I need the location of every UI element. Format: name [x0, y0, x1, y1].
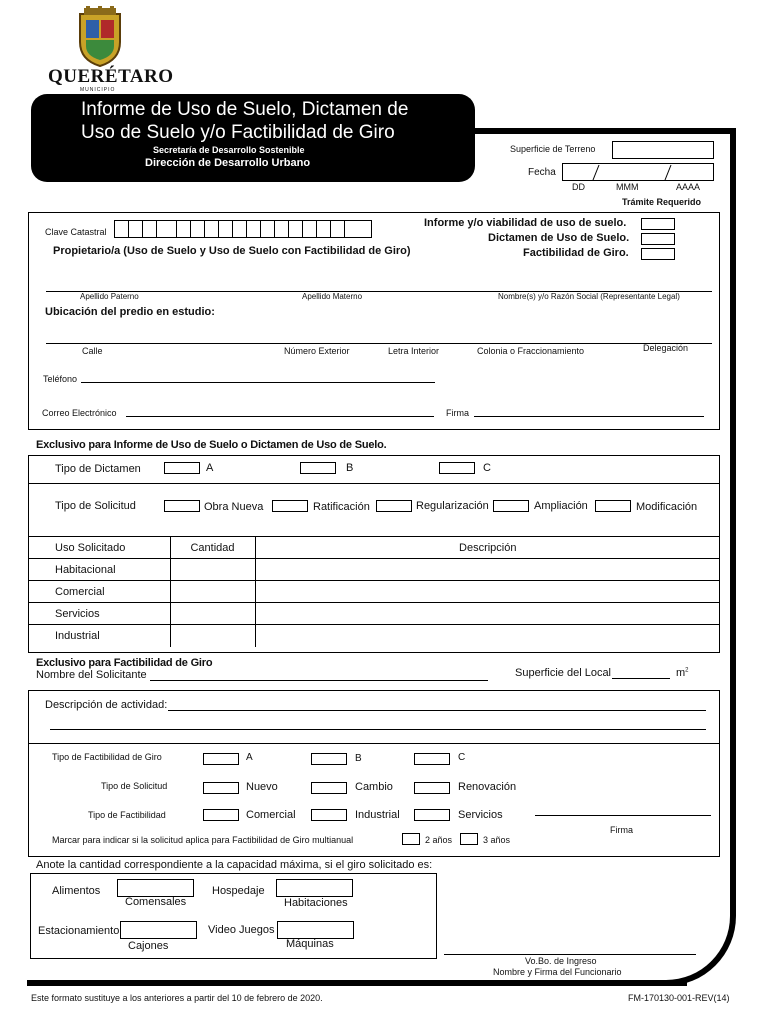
informe-option-label: Informe y/o viabilidad de uso de suelo.	[424, 217, 627, 229]
habitaciones-input[interactable]	[276, 879, 353, 897]
tipo-solicitud-label-2: Tipo de Solicitud	[101, 781, 168, 791]
telefono-input[interactable]	[81, 382, 435, 383]
comercial-cantidad-input[interactable]	[170, 581, 255, 603]
apellido-paterno-label: Apellido Paterno	[80, 292, 139, 301]
correo-label: Correo Electrónico	[42, 408, 117, 418]
letra-interior-label: Letra Interior	[388, 346, 440, 356]
alimentos-label: Alimentos	[52, 885, 101, 897]
logo-sub: MUNICIPIO	[80, 87, 116, 93]
form-code: FM-170130-001-REV(14)	[628, 993, 730, 1003]
comercial-descripcion-input[interactable]	[255, 581, 720, 603]
factibilidad-b-label: B	[355, 753, 362, 764]
table-row	[28, 559, 720, 581]
fecha-dd: DD	[572, 182, 585, 192]
multianual-label: Marcar para indicar si la solicitud aplica para Factibilidad de Giro multianual	[52, 835, 354, 845]
obra-nueva-label: Obra Nueva	[204, 501, 264, 513]
municipality-logo	[40, 6, 174, 94]
frame-curve	[660, 850, 736, 986]
logo-name: QUERÉTARO	[48, 66, 174, 87]
table-row	[28, 581, 720, 603]
tipo-solicitud-label: Tipo de Solicitud	[55, 500, 136, 512]
nombres-label: Nombre(s) y/o Razón Social (Representante Legal)	[498, 292, 680, 301]
row-industrial-label: Industrial	[28, 625, 170, 647]
clave-catastral-input[interactable]	[114, 220, 372, 238]
tres-anos-label: 3 años	[483, 835, 511, 845]
cantidad-header: Cantidad	[170, 537, 255, 559]
comercial-checkbox[interactable]	[203, 809, 239, 821]
table-header-row	[28, 537, 720, 559]
table-row	[28, 625, 720, 647]
ubicacion-label: Ubicación del predio en estudio:	[45, 306, 215, 318]
nombre-firma-label: Nombre y Firma del Funcionario	[493, 967, 622, 977]
factibilidad-c-checkbox[interactable]	[414, 753, 450, 765]
ratificacion-label: Ratificación	[313, 501, 370, 513]
superficie-terreno-input[interactable]	[612, 141, 714, 159]
servicios-cantidad-input[interactable]	[170, 603, 255, 625]
superficie-local-input[interactable]	[612, 678, 670, 679]
superficie-local-label: Superficie del Local	[515, 667, 612, 679]
habitacional-cantidad-input[interactable]	[170, 559, 255, 581]
exclusivo-factibilidad-title: Exclusivo para Factibilidad de Giro	[36, 657, 213, 669]
delegacion-label: Delegación	[643, 343, 689, 353]
tipo-factibilidad-label: Tipo de Factibilidad	[88, 810, 166, 820]
m2-unit	[676, 667, 689, 679]
ampliacion-checkbox[interactable]	[493, 500, 529, 512]
row-servicios-label: Servicios	[28, 603, 170, 625]
habitacional-descripcion-input[interactable]	[255, 559, 720, 581]
form-header	[31, 94, 475, 182]
informe-checkbox[interactable]	[641, 218, 675, 230]
obra-nueva-checkbox[interactable]	[164, 500, 200, 512]
fecha-mmm: MMM	[616, 182, 639, 192]
fecha-aaaa: AAAA	[676, 182, 701, 192]
tipo-dictamen-label: Tipo de Dictamen	[55, 463, 141, 475]
dictamen-a-checkbox[interactable]	[164, 462, 200, 474]
capacidad-title: Anote la cantidad correspondiente a la capacidad máxima, si el giro solicitado es:	[36, 859, 433, 871]
servicios-label: Servicios	[458, 809, 503, 821]
ampliacion-label: Ampliación	[534, 500, 588, 512]
factibilidad-c-label: C	[458, 752, 466, 763]
numero-exterior-label: Número Exterior	[284, 346, 350, 356]
tramite-requerido-label: Trámite Requerido	[622, 197, 702, 207]
industrial-cantidad-input[interactable]	[170, 625, 255, 647]
factibilidad-option-label: Factibilidad de Giro.	[523, 247, 629, 259]
firma-input-2[interactable]	[535, 815, 711, 816]
maquinas-label: Máquinas	[286, 938, 334, 950]
dictamen-checkbox[interactable]	[641, 233, 675, 245]
correo-input[interactable]	[126, 416, 434, 417]
row-comercial-label: Comercial	[28, 581, 170, 603]
servicios-descripcion-input[interactable]	[255, 603, 720, 625]
dos-anos-label: 2 años	[425, 835, 453, 845]
form-title-line2: Uso de Suelo y/o Factibilidad de Giro	[81, 122, 395, 143]
descripcion-actividad-label: Descripción de actividad:	[45, 699, 168, 711]
industrial-checkbox[interactable]	[311, 809, 347, 821]
nuevo-label: Nuevo	[246, 781, 278, 793]
regularizacion-label: Regularización	[416, 500, 489, 512]
industrial-descripcion-input[interactable]	[255, 625, 720, 647]
hospedaje-label: Hospedaje	[212, 885, 265, 897]
firma-input-1[interactable]	[474, 416, 704, 417]
tres-anos-checkbox[interactable]	[460, 833, 478, 845]
cajones-label: Cajones	[128, 940, 169, 952]
cambio-label: Cambio	[355, 781, 393, 793]
ubicacion-line[interactable]	[46, 343, 712, 344]
fecha-input[interactable]	[562, 163, 714, 181]
table-row	[28, 603, 720, 625]
fecha-label: Fecha	[528, 167, 556, 178]
firma-label-1: Firma	[446, 408, 469, 418]
modificacion-label: Modificación	[636, 501, 698, 513]
ratificacion-checkbox[interactable]	[272, 500, 308, 512]
clave-catastral-label: Clave Catastral	[45, 227, 107, 237]
coat-of-arms-icon	[70, 6, 130, 68]
video-juegos-label: Video Juegos	[208, 924, 275, 936]
cajones-input[interactable]	[120, 921, 197, 939]
maquinas-input[interactable]	[277, 921, 354, 939]
comensales-input[interactable]	[117, 879, 194, 897]
apellido-materno-label: Apellido Materno	[302, 292, 363, 301]
firma-label-2: Firma	[610, 825, 633, 835]
nombre-solicitante-input[interactable]	[150, 680, 488, 681]
exclusivo-dictamen-title: Exclusivo para Informe de Uso de Suelo o Dictamen de Uso de Suelo.	[36, 439, 387, 451]
calle-label: Calle	[82, 346, 103, 356]
modificacion-checkbox[interactable]	[595, 500, 631, 512]
colonia-label: Colonia o Fraccionamiento	[477, 346, 585, 356]
descripcion-actividad-input-2[interactable]	[50, 729, 706, 730]
dictamen-a-label: A	[206, 462, 214, 474]
secretaria-label: Secretaría de Desarrollo Sostenible	[153, 145, 305, 155]
dos-anos-checkbox[interactable]	[402, 833, 420, 845]
dictamen-c-label: C	[483, 462, 491, 474]
renovacion-checkbox[interactable]	[414, 782, 450, 794]
dictamen-b-label: B	[346, 462, 354, 474]
row-habitacional-label: Habitacional	[28, 559, 170, 581]
factibilidad-a-checkbox[interactable]	[203, 753, 239, 765]
descripcion-header: Descripción	[255, 537, 720, 559]
servicios-checkbox[interactable]	[414, 809, 450, 821]
factibilidad-a-label: A	[246, 752, 253, 763]
divider	[28, 483, 720, 484]
habitaciones-label: Habitaciones	[284, 897, 348, 909]
frame-top	[475, 128, 736, 134]
footer-note: Este formato sustituye a los anteriores a partir del 10 de febrero de 2020.	[31, 993, 323, 1003]
cambio-checkbox[interactable]	[311, 782, 347, 794]
telefono-label: Teléfono	[43, 374, 78, 384]
dictamen-option-label: Dictamen de Uso de Suelo.	[488, 232, 630, 244]
factibilidad-checkbox[interactable]	[641, 248, 675, 260]
comercial-label: Comercial	[246, 809, 296, 821]
dictamen-c-checkbox[interactable]	[439, 462, 475, 474]
uso-solicitado-table	[28, 536, 720, 647]
vobo-signature-line[interactable]	[444, 954, 696, 955]
m2-unit-sup: 2	[685, 667, 689, 674]
propietario-label: Propietario/a (Uso de Suelo y Uso de Suelo con Factibilidad de Giro)	[53, 245, 411, 257]
comensales-label: Comensales	[125, 896, 187, 908]
tipo-factibilidad-giro-label: Tipo de Factibilidad de Giro	[52, 752, 162, 762]
vobo-label: Vo.Bo. de Ingreso	[525, 956, 597, 966]
frame-right	[730, 128, 736, 908]
m2-unit-base: m	[676, 667, 686, 679]
factibilidad-b-checkbox[interactable]	[311, 753, 347, 765]
dictamen-b-checkbox[interactable]	[300, 462, 336, 474]
superficie-terreno-label: Superficie de Terreno	[510, 144, 596, 154]
regularizacion-checkbox[interactable]	[376, 500, 412, 512]
form-title-line1: Informe de Uso de Suelo, Dictamen de	[81, 99, 409, 120]
descripcion-actividad-input[interactable]	[168, 710, 706, 711]
nuevo-checkbox[interactable]	[203, 782, 239, 794]
direccion-label: Dirección de Desarrollo Urbano	[145, 157, 311, 169]
frame-bottom	[27, 980, 687, 986]
nombre-solicitante-label: Nombre del Solicitante	[36, 669, 147, 681]
estacionamiento-label: Estacionamiento	[38, 925, 120, 937]
renovacion-label: Renovación	[458, 781, 517, 793]
uso-header: Uso Solicitado	[28, 537, 170, 559]
industrial-label: Industrial	[355, 809, 400, 821]
